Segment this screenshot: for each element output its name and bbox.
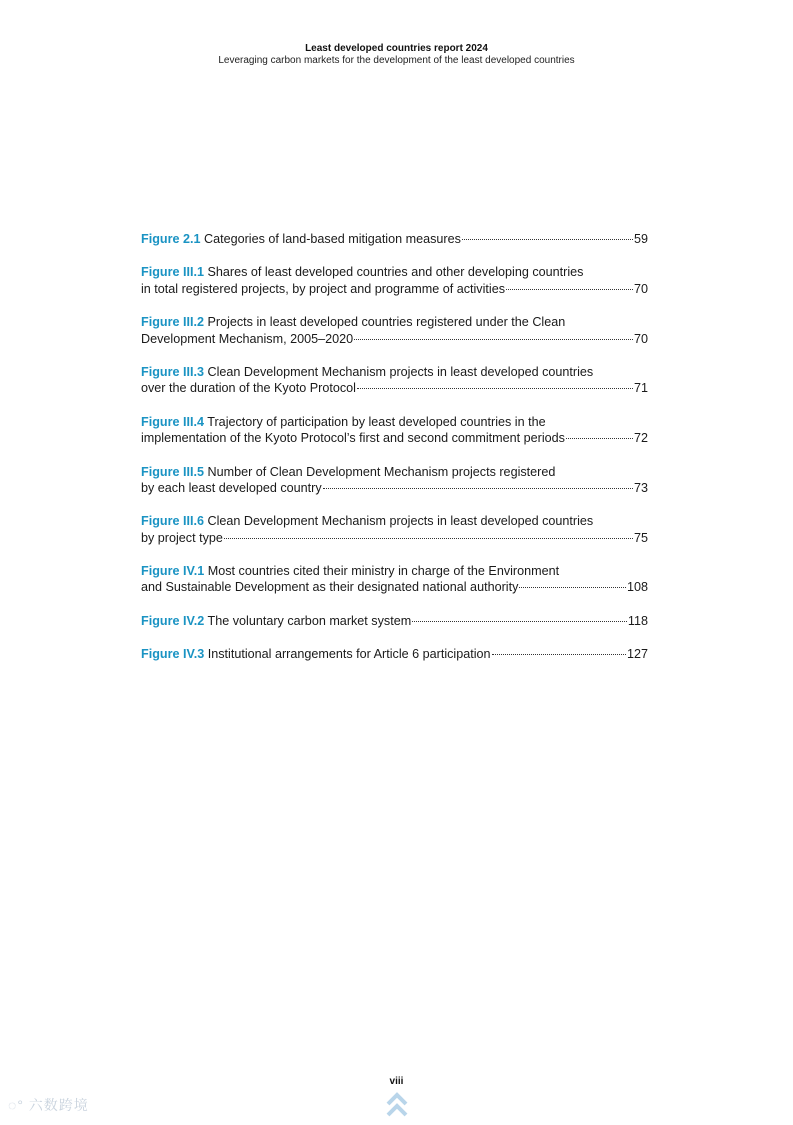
page-ref[interactable]: 108 bbox=[626, 580, 648, 595]
watermark-logo-icon: ◌° bbox=[8, 1097, 24, 1113]
toc-entry-text bbox=[141, 315, 565, 329]
figure-label: Figure III.5 bbox=[141, 464, 204, 479]
figure-title-line: Institutional arrangements for Article 6 participation bbox=[207, 647, 491, 662]
dot-leader bbox=[412, 621, 627, 622]
toc-entry-text bbox=[141, 646, 491, 662]
toc-entry[interactable] bbox=[141, 563, 648, 596]
report-subtitle: Leveraging carbon markets for the development of the least developed countries bbox=[218, 55, 575, 66]
figure-label: Figure III.3 bbox=[141, 365, 204, 380]
toc-entry[interactable] bbox=[141, 414, 648, 447]
dot-leader bbox=[506, 289, 633, 290]
figure-title-line: The voluntary carbon market system bbox=[207, 613, 412, 628]
toc-entry-text bbox=[141, 331, 353, 347]
toc-entry[interactable] bbox=[141, 646, 648, 662]
toc-entry[interactable] bbox=[141, 464, 648, 497]
toc-entry[interactable] bbox=[141, 613, 648, 629]
figure-label: Figure III.2 bbox=[141, 315, 204, 330]
toc-entry[interactable] bbox=[141, 231, 648, 247]
report-title: Least developed countries report 2024 bbox=[305, 43, 488, 54]
dot-leader bbox=[566, 438, 633, 439]
toc-entry-text bbox=[141, 415, 546, 429]
figure-label: Figure IV.1 bbox=[141, 564, 205, 579]
toc-entry-text bbox=[141, 231, 461, 247]
page-ref[interactable]: 75 bbox=[633, 530, 648, 545]
dot-leader bbox=[519, 587, 626, 588]
page-ref[interactable]: 127 bbox=[626, 647, 648, 662]
figure-title-line: Clean Development Mechanism projects in least developed countries bbox=[207, 365, 594, 380]
list-of-figures bbox=[141, 231, 648, 663]
figure-label: Figure III.1 bbox=[141, 265, 204, 280]
watermark bbox=[8, 1095, 89, 1115]
dot-leader bbox=[224, 538, 633, 539]
figure-title-line: Number of Clean Development Mechanism projects registered bbox=[207, 464, 556, 479]
figure-label: Figure 2.1 bbox=[141, 232, 201, 246]
figure-title-line: over the duration of the Kyoto Protocol bbox=[141, 381, 356, 396]
toc-entry-text bbox=[141, 613, 411, 629]
page-ref[interactable]: 72 bbox=[633, 431, 648, 446]
figure-title-line: Projects in least developed countries registered under the Clean bbox=[207, 315, 566, 330]
toc-entry[interactable] bbox=[141, 264, 648, 297]
page-ref[interactable]: 73 bbox=[633, 480, 648, 495]
dot-leader bbox=[323, 488, 633, 489]
figure-title-line: Trajectory of participation by least developed countries in the bbox=[207, 414, 546, 429]
figure-title-line: in total registered projects, by project and programme of activities bbox=[141, 281, 505, 296]
page-ref[interactable]: 118 bbox=[627, 613, 648, 628]
dot-leader bbox=[354, 339, 633, 340]
page-ref[interactable]: 70 bbox=[633, 331, 648, 346]
toc-entry-text bbox=[141, 579, 518, 595]
page-ref[interactable]: 71 bbox=[633, 381, 648, 396]
toc-entry-text bbox=[141, 530, 223, 546]
toc-entry-text bbox=[141, 465, 555, 479]
figure-title-line: by project type bbox=[141, 530, 223, 545]
toc-entry-text bbox=[141, 281, 505, 297]
figure-title-line: Development Mechanism, 2005–2020 bbox=[141, 331, 354, 346]
figure-label: Figure III.6 bbox=[141, 514, 204, 529]
toc-entry-text bbox=[141, 265, 583, 279]
toc-entry-text bbox=[141, 430, 565, 446]
double-chevron-up-icon[interactable] bbox=[385, 1090, 409, 1125]
page-ref[interactable]: 70 bbox=[633, 281, 648, 296]
page-number: viii bbox=[389, 1076, 404, 1087]
dot-leader bbox=[492, 654, 626, 655]
figure-label: Figure III.4 bbox=[141, 414, 204, 429]
toc-entry-text bbox=[141, 514, 593, 528]
figure-label: Figure IV.2 bbox=[141, 613, 205, 628]
figure-title-line: implementation of the Kyoto Protocol’s first and second commitment periods bbox=[141, 431, 565, 446]
figure-label: Figure IV.3 bbox=[141, 647, 205, 662]
toc-entry[interactable] bbox=[141, 513, 648, 546]
figure-title-line: Shares of least developed countries and other developing countries bbox=[207, 265, 584, 280]
figure-title-line: Most countries cited their ministry in charge of the Environment bbox=[207, 564, 560, 579]
dot-leader bbox=[462, 239, 633, 240]
dot-leader bbox=[357, 388, 633, 389]
figure-title-line: Clean Development Mechanism projects in least developed countries bbox=[207, 514, 594, 529]
watermark-text: 六数跨境 bbox=[28, 1097, 89, 1113]
page-ref[interactable]: 59 bbox=[633, 232, 648, 246]
figure-title-line: and Sustainable Development as their designated national authority bbox=[141, 580, 519, 595]
toc-entry[interactable] bbox=[141, 364, 648, 397]
figure-title-line: by each least developed country bbox=[141, 480, 322, 495]
toc-entry-text bbox=[141, 564, 559, 578]
toc-entry-text bbox=[141, 365, 593, 379]
toc-entry-text bbox=[141, 480, 322, 496]
toc-entry-text bbox=[141, 380, 356, 396]
figure-title-line: Categories of land-based mitigation measures bbox=[204, 232, 461, 246]
page-header bbox=[0, 42, 793, 67]
toc-entry[interactable] bbox=[141, 314, 648, 347]
